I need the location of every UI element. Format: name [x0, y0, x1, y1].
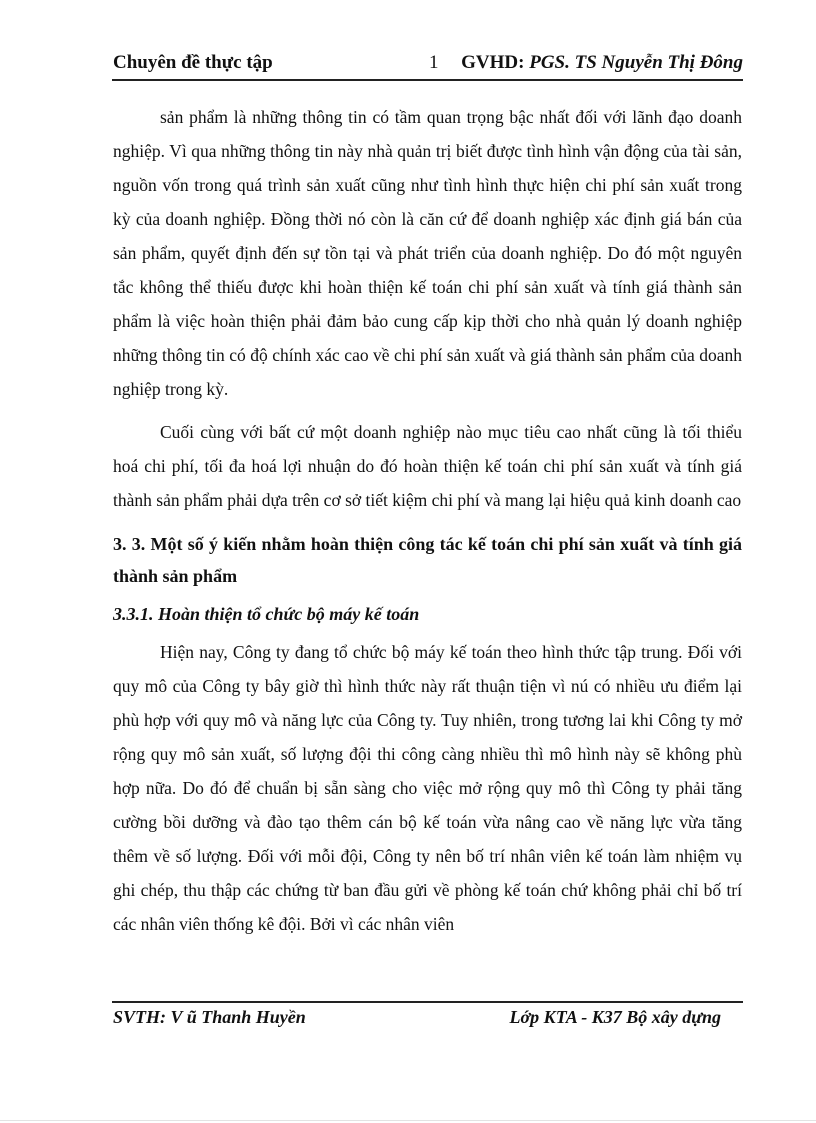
header-supervisor-name: PGS. TS Nguyễn Thị Đông: [529, 52, 743, 73]
footer-student: SVTH: V ũ Thanh Huyền: [113, 1007, 306, 1027]
document-body: [113, 100, 742, 941]
section-heading: 3. 3. Một số ý kiến nhằm hoàn thiện công tác kế toán chi phí sản xuất và tính giá thành sản phẩm: [113, 534, 742, 586]
page-header: [113, 52, 743, 78]
header-supervisor: [461, 52, 743, 74]
header-title: Chuyên đề thực tập: [113, 52, 273, 73]
paragraph-2: Cuối cùng với bất cứ một doanh nghiệp nào mục tiêu cao nhất cũng là tối thiểu hoá chi phí, tối đa hoá lợi nhuận do đó hoàn thiện kế toán chi phí sản xuất và tính giá thành sản phẩm phải dựa trên cơ sở tiết kiệm chi phí và mang lại hiệu quả kinh doanh cao: [113, 422, 742, 510]
paragraph-1: sản phẩm là những thông tin có tầm quan trọng bậc nhất đối với lãnh đạo doanh nghiệp. Vì qua những thông tin này nhà quản trị biết được tình hình vận động của tài sản, nguồn vốn trong quá trình sản xuất cũng như tình hình thực hiện chi phí sản xuất trong kỳ của doanh nghiệp. Đồng thời nó còn là căn cứ để doanh nghiệp xác định giá bán của sản phẩm, quyết định đến sự tồn tại và phát triển của doanh nghiệp. Do đó một nguyên tắc không thể thiếu được khi hoàn thiện kế toán chi phí sản xuất và tính giá thành sản phẩm là việc hoàn thiện phải đảm bảo cung cấp kịp thời cho nhà quản lý doanh nghiệp những thông tin có độ chính xác cao về chi phí sản xuất và giá thành sản phẩm của doanh nghiệp trong kỳ.: [113, 107, 742, 399]
header-supervisor-label: GVHD:: [461, 52, 530, 73]
page-edge: [0, 1120, 816, 1121]
page-footer: [113, 1007, 743, 1033]
header-rule: [112, 79, 743, 81]
paragraph-3: Hiện nay, Công ty đang tổ chức bộ máy kế toán theo hình thức tập trung. Đối với quy mô của Công ty bây giờ thì hình thức này rất thuận tiện vì nú có nhiều ưu điểm lại phù hợp với quy mô và năng lực của Công ty. Tuy nhiên, trong tương lai khi Công ty mở rộng quy mô sản xuất, số lượng đội thi công càng nhiều thì mô hình này sẽ không phù hợp nữa. Do đó để chuẩn bị sẵn sàng cho việc mở rộng quy mô thì Công ty phải tăng cường bồi dưỡng và đào tạo thêm cán bộ kế toán vừa nâng cao về năng lực vừa tăng thêm về số lượng. Đối với mỗi đội, Công ty nên bố trí nhân viên kế toán làm nhiệm vụ ghi chép, thu thập các chứng từ ban đầu gửi về phòng kế toán chứ không phải chỉ bố trí các nhân viên thống kê đội. Bởi vì các nhân viên: [113, 642, 742, 934]
subsection-heading: 3.3.1. Hoàn thiện tổ chức bộ máy kế toán: [113, 604, 420, 624]
footer-rule: [112, 1001, 743, 1003]
footer-class: Lớp KTA - K37 Bộ xây dựng: [509, 1007, 721, 1027]
page-number: 1: [429, 52, 439, 73]
